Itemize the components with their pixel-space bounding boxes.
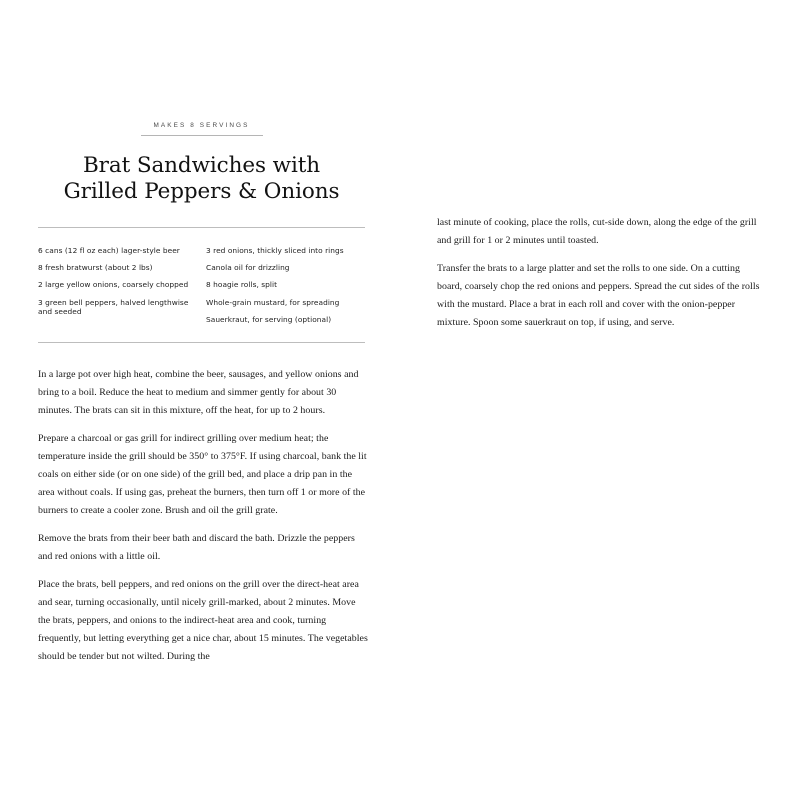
recipe-header-and-ingredients bbox=[38, 120, 365, 343]
instructions-left-column bbox=[38, 366, 368, 666]
page-title-line-2: Grilled Peppers & Onions bbox=[63, 179, 340, 204]
list-item: 3 red onions, thickly sliced into rings bbox=[206, 246, 344, 255]
list-item: Whole-grain mustard, for spreading bbox=[206, 297, 340, 307]
instruction-paragraph: In a large pot over high heat, combine the beer, sausages, and yellow onions and bring to a boil. Reduce the heat to medium and simmer gently for about 30 minutes. The brats can sit in this mixture, off the heat, for up to 2 hours. bbox=[38, 369, 359, 416]
page-title-line-1: Brat Sandwiches with bbox=[82, 153, 321, 178]
instruction-paragraph: Transfer the brats to a large platter and set the rolls to one side. On a cutting board, coarsely chop the red onions and peppers. Spread the cut sides of the rolls with the mustard. Place a brat in each roll and cover with the onion-pepper mixture. Spoon some sauerkraut on top, if using, and serve. bbox=[437, 263, 760, 328]
list-item: 2 large yellow onions, coarsely chopped bbox=[38, 280, 189, 290]
ingredients-list bbox=[38, 246, 365, 324]
ingredients-column-2 bbox=[206, 246, 365, 324]
instructions-right-column bbox=[437, 214, 767, 332]
list-item: 8 hoagie rolls, split bbox=[206, 280, 278, 290]
instruction-paragraph: Remove the brats from their beer bath and discard the bath. Drizzle the peppers and red onions with a little oil. bbox=[38, 533, 355, 562]
list-item: Sauerkraut, for serving (optional) bbox=[206, 314, 332, 324]
instruction-paragraph: Place the brats, bell peppers, and red onions on the grill over the direct-heat area and sear, turning occasionally, until nicely grill-marked, about 2 minutes. Move the brats, peppers, and onions to the indirect-heat area and cook, turning frequently, but letting everything get a nice char, about 15 minutes. The vegetables should be tender but not wilted. During the bbox=[38, 579, 368, 662]
list-item: 3 green bell peppers, halved lengthwise and seeded bbox=[38, 297, 189, 317]
page-title bbox=[38, 153, 365, 205]
ingredients-top-divider bbox=[38, 227, 365, 228]
list-item: 6 cans (12 fl oz each) lager-style beer bbox=[38, 246, 180, 255]
list-item: Canola oil for drizzling bbox=[206, 263, 290, 273]
list-item: 8 fresh bratwurst (about 2 lbs) bbox=[38, 263, 153, 273]
instruction-paragraph: last minute of cooking, place the rolls, cut-side down, along the edge of the grill and grill for 1 or 2 minutes until toasted. bbox=[437, 217, 757, 246]
servings-kicker: MAKES 8 SERVINGS bbox=[141, 120, 263, 136]
instruction-paragraph: Prepare a charcoal or gas grill for indirect grilling over medium heat; the temperature inside the grill should be 350° to 375°F. If using charcoal, bank the lit coals on either side (or on one side) of the grill bed, and place a drip pan in the area without coals. If using gas, preheat the burners, then turn off 1 or more of the burners to create a cooler zone. Brush and oil the grill grate. bbox=[38, 433, 367, 516]
ingredients-column-1 bbox=[38, 246, 206, 324]
ingredients-bottom-divider bbox=[38, 342, 365, 343]
